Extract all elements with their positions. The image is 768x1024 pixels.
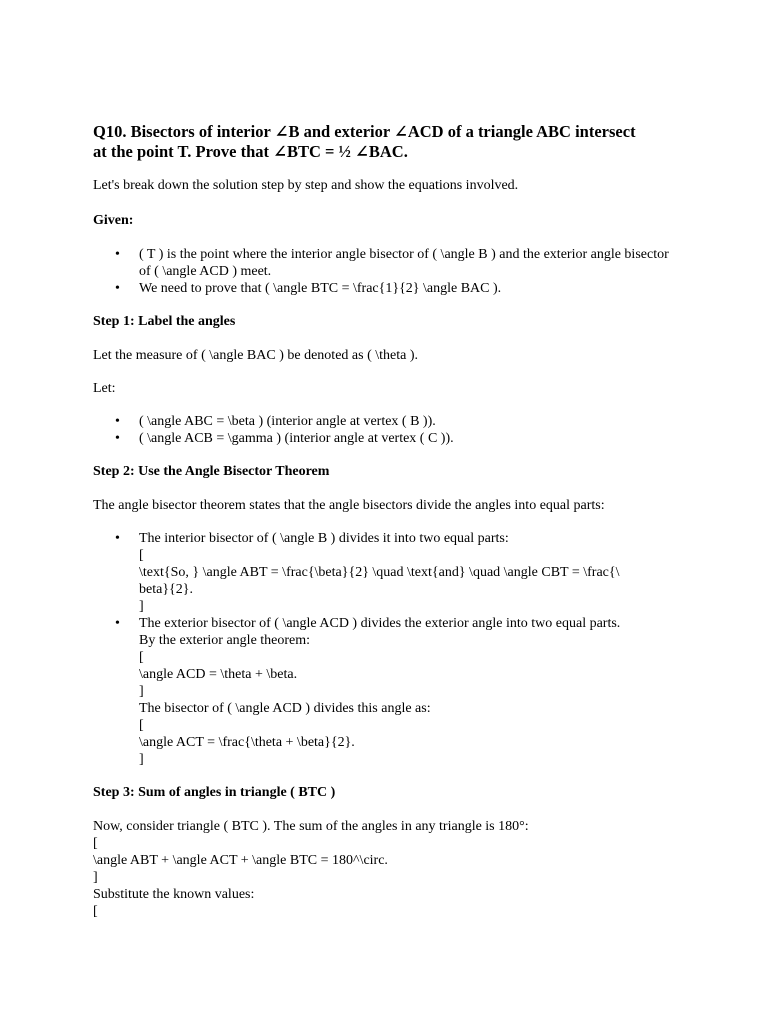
document-page <box>93 122 683 920</box>
bracket-close: ] <box>93 870 98 885</box>
bracket-open: [ <box>93 904 98 919</box>
step2-item2-equation-1: \angle ACD = \theta + \beta. <box>139 667 298 682</box>
bracket-open: [ <box>93 836 98 851</box>
bracket-open: [ <box>139 650 144 665</box>
step2-heading: Step 2: Use the Angle Bisector Theorem <box>93 464 330 479</box>
step2-item2-equation-2: \angle ACT = \frac{\theta + \beta}{2}. <box>139 735 355 750</box>
step2-item1-equation-line-2: beta}{2}. <box>139 582 193 597</box>
bracket-close: ] <box>139 599 144 614</box>
list-item: • ( \angle ACB = \gamma ) (interior angle at vertex ( C )). <box>139 430 683 447</box>
question-title-line-1: Q10. Bisectors of interior ∠B and exterior ∠ACD of a triangle ABC intersect <box>93 122 636 141</box>
question-title-line-2: at the point T. Prove that ∠BTC = ½ ∠BAC. <box>93 142 408 161</box>
bracket-close: ] <box>139 752 144 767</box>
step3-substitute-text: Substitute the known values: <box>93 887 255 902</box>
bracket-open: [ <box>139 718 144 733</box>
bracket-open: [ <box>139 548 144 563</box>
step1-let: Let: <box>93 381 116 396</box>
list-item: • ( T ) is the point where the interior angle bisector of ( \angle B ) and the exterior angle bisector of ( \angle ACD ) meet. <box>139 246 683 280</box>
list-item <box>139 615 683 768</box>
list-item <box>139 530 683 615</box>
step3-equation-1: \angle ABT + \angle ACT + \angle BTC = 180^\circ. <box>93 853 388 868</box>
step2-item2-lead-2: By the exterior angle theorem: <box>139 633 311 648</box>
list-item: • ( \angle ABC = \beta ) (interior angle at vertex ( B )). <box>139 413 683 430</box>
step2-item2-mid-text: The bisector of ( \angle ACD ) divides this angle as: <box>139 701 431 716</box>
intro-text: Let's break down the solution step by step and show the equations involved. <box>93 178 519 193</box>
step2-item1-lead: • The interior bisector of ( \angle B ) divides it into two equal parts: <box>139 531 509 546</box>
step2-item2-lead: • The exterior bisector of ( \angle ACD ) divides the exterior angle into two equal parts. <box>139 616 621 631</box>
given-heading: Given: <box>93 213 134 228</box>
step2-item1-equation-line-1: \text{So, } \angle ABT = \frac{\beta}{2} \quad \text{and} \quad \angle CBT = \frac{\ <box>139 565 620 580</box>
question-title <box>93 122 683 162</box>
step3-text: Now, consider triangle ( BTC ). The sum of the angles in any triangle is 180°: <box>93 819 529 834</box>
step3-heading: Step 3: Sum of angles in triangle ( BTC ) <box>93 785 336 800</box>
step2-list <box>93 530 683 768</box>
given-list <box>93 246 683 297</box>
step3-body <box>93 818 683 920</box>
bracket-close: ] <box>139 684 144 699</box>
list-item: • We need to prove that ( \angle BTC = \frac{1}{2} \angle BAC ). <box>139 280 683 297</box>
step1-list <box>93 413 683 447</box>
step2-text: The angle bisector theorem states that the angle bisectors divide the angles into equal parts: <box>93 498 605 513</box>
step1-text: Let the measure of ( \angle BAC ) be denoted as ( \theta ). <box>93 348 418 363</box>
step1-heading: Step 1: Label the angles <box>93 314 236 329</box>
